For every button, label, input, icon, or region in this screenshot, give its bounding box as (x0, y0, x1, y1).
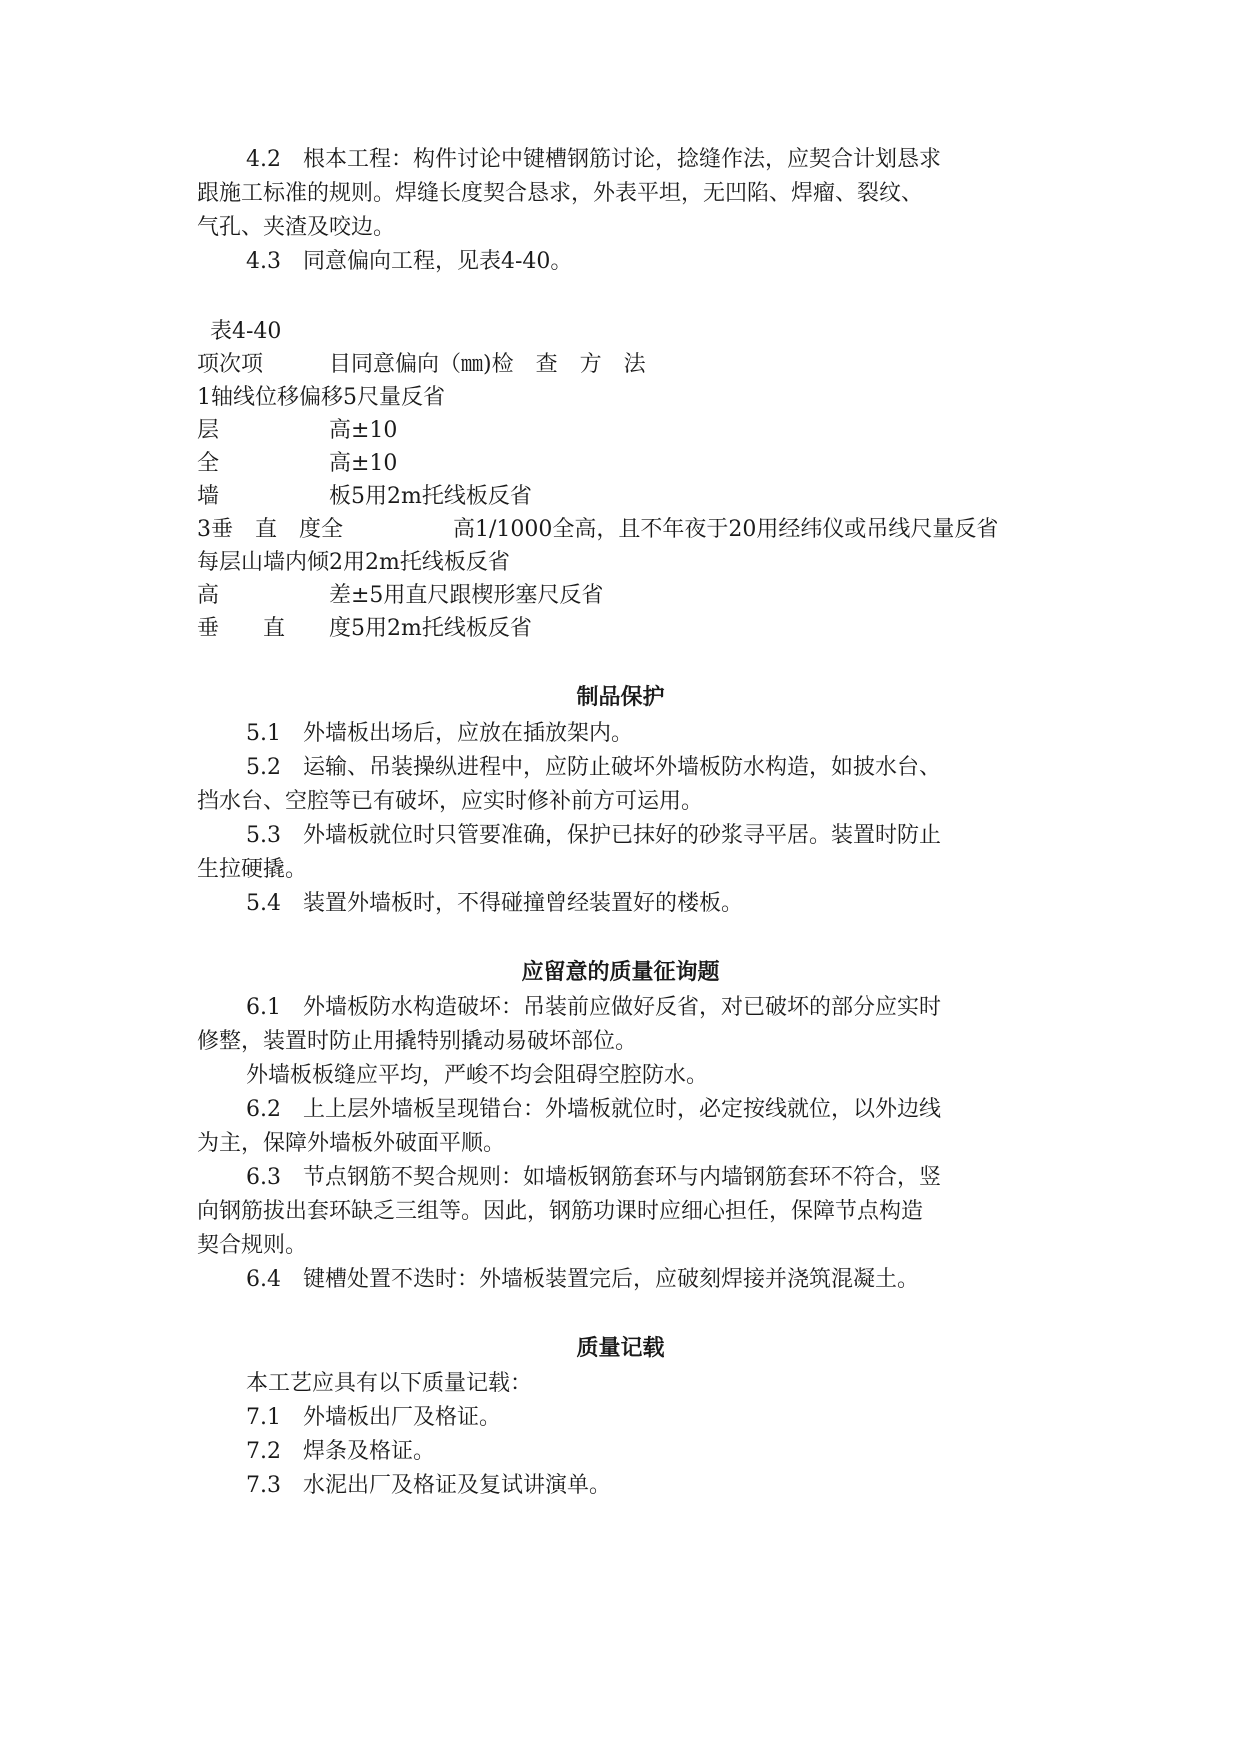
paragraph-6-2-line-2: 为主，保障外墙板外破面平顺。 (197, 1131, 506, 1156)
table-row: 垂 直 度5用2m托线板反省 (197, 616, 532, 641)
paragraph-4-3: 4.3 同意偏向工程，见表4-40。 (246, 249, 573, 274)
paragraph-5-1: 5.1 外墙板出场后，应放在插放架内。 (246, 721, 633, 746)
paragraph-6-1-line-2: 修整，装置时防止用撬特别撬动易破坏部位。 (197, 1029, 638, 1054)
paragraph-7-intro: 本工艺应具有以下质量记载： (246, 1371, 533, 1396)
paragraph-6-3-line-2: 向钢筋拔出套环缺乏三组等。因此，钢筋功课时应细心担任，保障节点构造 (197, 1199, 924, 1224)
paragraph-5-4: 5.4 装置外墙板时，不得碰撞曾经装置好的楼板。 (246, 891, 743, 916)
paragraph-4-2-line-1: 4.2 根本工程：构件讨论中键槽钢筋讨论，捻缝作法，应契合计划恳求 (246, 147, 941, 172)
paragraph-5-3-line-2: 生拉硬撬。 (197, 857, 308, 882)
table-row: 全 高±10 (197, 451, 398, 476)
table-row: 墙 板5用2m托线板反省 (197, 484, 532, 509)
paragraph-7-1: 7.1 外墙板出厂及格证。 (246, 1405, 501, 1430)
paragraph-6-3-line-3: 契合规则。 (197, 1233, 308, 1258)
table-row: 3垂 直 度全 高1/1000全高，且不年夜于20用经纬仪或吊线尺量反省 (197, 517, 999, 542)
section-heading-quality-issues: 应留意的质量征询题 (521, 960, 720, 985)
table-row: 高 差±5用直尺跟楔形塞尺反省 (197, 583, 604, 608)
paragraph-6-3-line-1: 6.3 节点钢筋不契合规则：如墙板钢筋套环与内墙钢筋套环不符合，竖 (246, 1165, 941, 1190)
paragraph-6-4: 6.4 键槽处置不迭时：外墙板装置完后，应破刻焊接并浇筑混凝土。 (246, 1267, 919, 1292)
paragraph-4-2-line-2: 跟施工标准的规则。焊缝长度契合恳求，外表平坦，无凹陷、焊瘤、裂纹、 (197, 181, 924, 206)
table-row: 1轴线位移偏移5尺量反省 (197, 385, 445, 410)
paragraph-5-3-line-1: 5.3 外墙板就位时只管要准确，保护已抹好的砂浆寻平居。装置时防止 (246, 823, 941, 848)
section-heading-product-protection: 制品保护 (576, 685, 665, 710)
paragraph-7-2: 7.2 焊条及格证。 (246, 1439, 435, 1464)
paragraph-6-1-line-3: 外墙板板缝应平均，严峻不均会阻碍空腔防水。 (246, 1063, 709, 1088)
paragraph-5-2-line-2: 挡水台、空腔等已有破坏，应实时修补前方可运用。 (197, 789, 704, 814)
paragraph-5-2-line-1: 5.2 运输、吊装操纵进程中，应防止破坏外墙板防水构造，如披水台、 (246, 755, 941, 780)
paragraph-6-1-line-1: 6.1 外墙板防水构造破坏：吊装前应做好反省，对已破坏的部分应实时 (246, 995, 941, 1020)
table-caption: 表4-40 (210, 319, 282, 344)
paragraph-7-3: 7.3 水泥出厂及格证及复试讲演单。 (246, 1473, 611, 1498)
paragraph-6-2-line-1: 6.2 上上层外墙板呈现错台：外墙板就位时，必定按线就位，以外边线 (246, 1097, 941, 1122)
table-row: 层 高±10 (197, 418, 398, 443)
table-row: 每层山墙内倾2用2m托线板反省 (197, 550, 510, 575)
section-heading-quality-records: 质量记载 (576, 1336, 665, 1361)
paragraph-4-2-line-3: 气孔、夹渣及咬边。 (197, 215, 396, 240)
table-row-header: 项次项 目同意偏向（㎜)检 查 方 法 (197, 352, 646, 377)
